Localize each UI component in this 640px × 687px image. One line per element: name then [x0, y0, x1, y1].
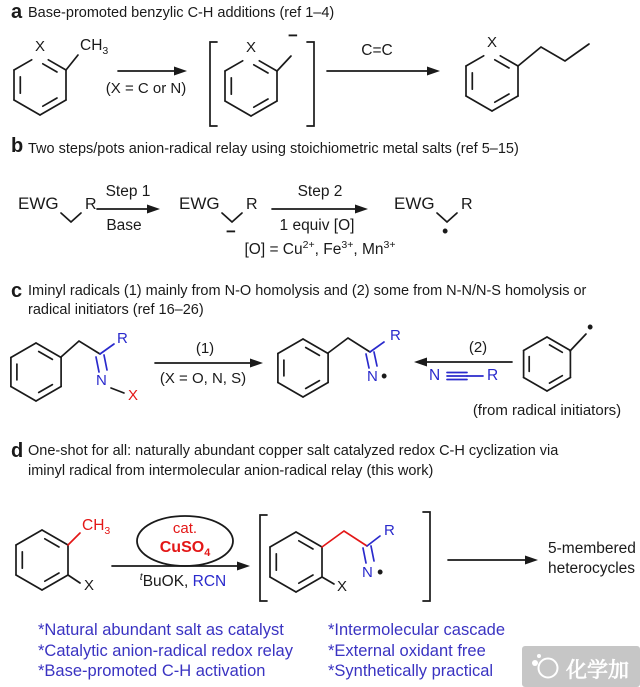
open-bracket: [210, 42, 217, 126]
catalyst-cuso4-label: CuSO$_4$: [159, 539, 211, 560]
r-label: R: [384, 522, 395, 539]
c-r-bond: [100, 344, 114, 354]
conditions-label: $^t$BuOK, RCN: [139, 571, 227, 591]
alkene-label: C=C: [361, 42, 393, 59]
c-r-bond: [370, 342, 384, 352]
flask-logo-icon: [528, 650, 564, 684]
ewg-label: EWG: [394, 194, 435, 213]
phenyl-ring: [278, 339, 328, 397]
ewg-label: EWG: [179, 194, 220, 213]
step1-label: Step 1: [105, 183, 151, 200]
watermark-text: 化学加: [566, 658, 629, 682]
propyl-chain-bonds: [518, 44, 589, 66]
benzene-ring: [466, 56, 518, 111]
close-bracket: [307, 42, 314, 126]
bullet-item: *Synthetically practical: [328, 662, 494, 680]
panel-b-title: Two steps/pots anion-radical relay using stoichiometric metal salts (ref 5–15): [28, 141, 519, 157]
benzene-ring: [16, 530, 68, 590]
panel-a-label: a: [11, 1, 23, 23]
c-n-double-bond: [363, 548, 366, 563]
base-label: Base: [106, 217, 142, 234]
c-n-double-bond: [374, 352, 377, 366]
ch2-bonds-red: [322, 531, 367, 547]
c-r-bond: [367, 536, 380, 546]
product-label-line2: heterocycles: [548, 560, 636, 577]
arrow1-condition: (X = O, N, S): [159, 370, 247, 387]
ch3-label: $CH_3$: [82, 517, 111, 538]
arrow-head-left: [414, 358, 427, 367]
bullet-item: *Intermolecular cascade: [328, 621, 506, 639]
ewg-label: EWG: [18, 194, 59, 213]
panel-b-label: b: [11, 135, 24, 157]
c-n-double-bond: [366, 354, 369, 368]
c-n-double-bond: [371, 546, 374, 561]
arrow2-label: (2): [468, 339, 488, 356]
bullet-item: *Natural abundant salt as catalyst: [38, 621, 284, 639]
radical-dot: •: [377, 562, 384, 582]
close-bracket: [423, 512, 430, 601]
nitrile-r-label: R: [487, 367, 499, 384]
r-label: R: [390, 327, 401, 344]
ch2-bonds: [61, 213, 81, 222]
arrow-head: [525, 556, 538, 565]
arrow-head: [427, 67, 440, 76]
c-n-double-bond: [104, 355, 107, 370]
radical-dot: •: [442, 221, 449, 241]
c-n-double-bond: [96, 357, 99, 372]
n-label: N: [96, 372, 107, 389]
panel-c-title-line1: Iminyl radicals (1) mainly from N-O homolysis and (2) some from N-N/N-S homolysis or: [28, 283, 587, 299]
panel-d-label: d: [11, 440, 24, 462]
arrow-head: [174, 67, 187, 76]
radical-dot: •: [587, 317, 594, 337]
arrow-head: [147, 205, 160, 214]
x-label: X: [245, 39, 257, 56]
arrow-head: [237, 562, 250, 571]
n-label: N: [362, 564, 373, 581]
r-label: R: [117, 330, 128, 347]
carbanion-charge: −: [288, 26, 298, 45]
x-bond: [68, 575, 80, 583]
bullet-item: *External oxidant free: [328, 642, 486, 660]
bond: [66, 55, 78, 70]
r-label: R: [85, 196, 97, 213]
ch3-bond: [68, 533, 80, 545]
x-label: X: [34, 38, 46, 55]
r-label: R: [246, 196, 258, 213]
x-label: X: [337, 578, 348, 595]
bullet-item: *Base-promoted C-H activation: [38, 662, 266, 680]
x-label: X: [486, 34, 498, 51]
x-label: X: [84, 577, 95, 594]
carbanion-charge: −: [226, 222, 236, 241]
panel-c-title-line2: radical initiators (ref 16–26): [28, 302, 204, 318]
benzene-ring: [14, 60, 66, 115]
arrow-head: [355, 205, 368, 214]
panel-d-title-line1: One-shot for all: naturally abundant copper salt catalyzed redox C-H cyclization via: [28, 443, 559, 459]
step2-label: Step 2: [297, 183, 343, 200]
bullet-item: *Catalytic anion-radical redox relay: [38, 642, 293, 660]
catalyst-cat-label: cat.: [172, 520, 198, 537]
bond: [277, 56, 291, 71]
ch3-label: $CH_3$: [80, 37, 109, 58]
ch2-bonds: [222, 213, 242, 222]
n-x-bond: [111, 388, 124, 393]
radical-dot: •: [381, 366, 388, 386]
phenyl-ring: [524, 337, 571, 391]
panel-d-title-line2: iminyl radical from intermolecular anion-radical relay (this work): [28, 463, 434, 479]
radical-bond: [570, 334, 586, 351]
x-bond: [322, 577, 334, 584]
ch2-bonds: [328, 338, 370, 353]
arrow-condition: (X = C or N): [105, 80, 187, 97]
r-label: R: [461, 196, 473, 213]
watermark-badge: [522, 646, 640, 687]
panel-a-title: Base-promoted benzylic C-H additions (ref 1–4): [28, 5, 335, 21]
arrow-head: [250, 359, 263, 368]
ch2-bonds: [61, 341, 100, 357]
open-bracket: [260, 515, 267, 601]
oxidant-list: $[O] = Cu^{2+}$, $Fe^{3+}$, $Mn^{3+}$: [244, 239, 396, 259]
panel-c-label: c: [11, 280, 23, 302]
benzene-ring: [225, 61, 277, 116]
x-label: X: [128, 387, 139, 404]
phenyl-ring: [11, 343, 61, 401]
radical-source-note: (from radical initiators): [472, 402, 622, 419]
arrow1-label: (1): [195, 340, 215, 357]
oxidant-equiv-label: 1 equiv [O]: [279, 217, 355, 234]
nitrile-n-label: N: [429, 367, 441, 384]
n-label: N: [367, 368, 378, 385]
product-label-line1: 5-membered: [548, 540, 636, 557]
benzene-ring: [270, 532, 322, 592]
